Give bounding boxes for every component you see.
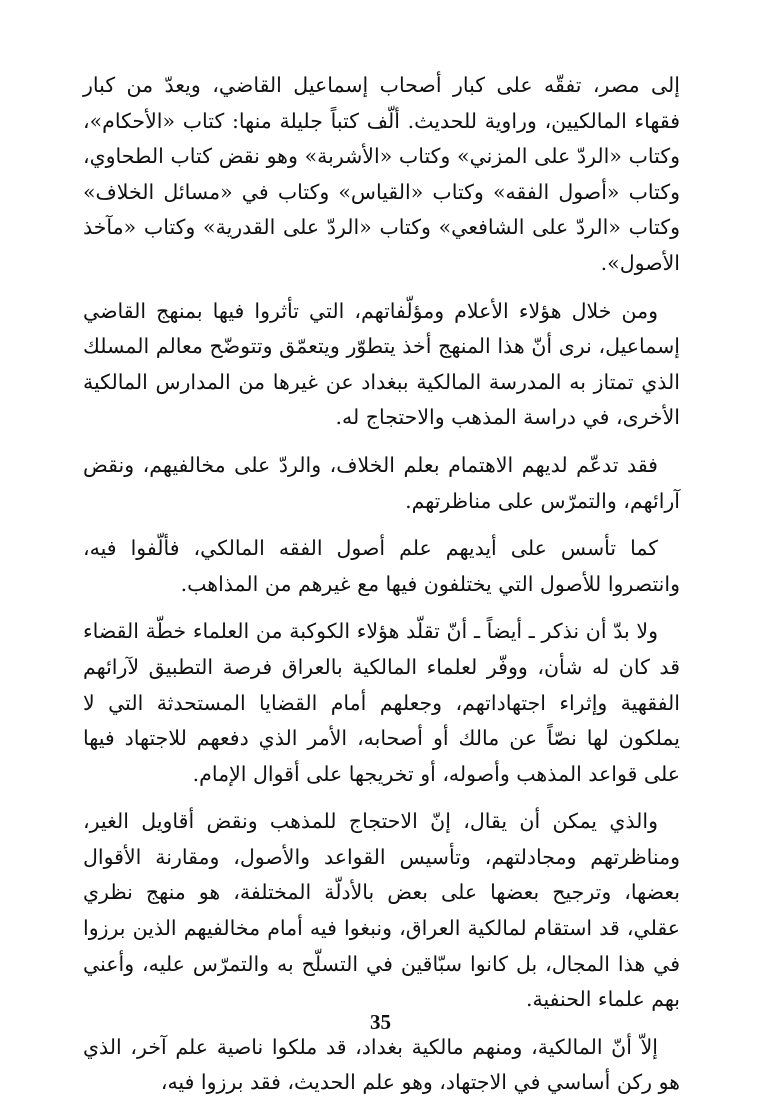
body-text <box>83 68 680 1113</box>
paragraph-4: كما تأسس على أيديهم علم أصول الفقه المالكي، فألّفوا فيه، وانتصروا للأصول التي يختلفون فيها مع غيرهم من المذاهب. <box>83 536 680 596</box>
paragraph-5: ولا بدّ أن نذكر ـ أيضاً ـ أنّ تقلّد هؤلاء الكوكبة من العلماء خطّة القضاء قد كان له شأن، ووفّر لعلماء المالكية بالعراق فرصة التطبيق لآرائهم الفقهية وإثراء اجتهاداتهم، وجعلهم أمام القضايا المستحدثة التي لا يملكون لها نصّاً عن مالك أو أصحابه، الأمر الذي دفعهم للاجتهاد فيها على قواعد المذهب وأصوله، أو تخريجها على أقوال الإمام. <box>83 619 680 786</box>
paragraph-3: فقد تدعّم لديهم الاهتمام بعلم الخلاف، والردّ على مخالفيهم، ونقض آرائهم، والتمرّس على مناظرتهم. <box>83 452 680 513</box>
paragraph-6: والذي يمكن أن يقال، إنّ الاحتجاج للمذهب ونقض أقاويل الغير، ومناظرتهم ومجادلتهم، وتأسيس القواعد والأصول، ومقارنة الأقوال بعضها، وترجيح بعضها على بعض بالأدلّة المختلفة، هو منهج نظري عقلي، قد استقام لمالكية العراق، ونبغوا فيه أمام مخالفيهم الذين برزوا في هذا المجال، بل كانوا سبّاقين في التسلّح به والتمرّس عليه، وأعني بهم علماء الحنفية. <box>83 809 680 1012</box>
paragraph-7: إلاّ أنّ المالكية، ومنهم مالكية بغداد، قد ملكوا ناصية علم آخر، الذي هو ركن أساسي في الاجتهاد، وهو علم الحديث، فقد برزوا فيه، <box>83 1034 680 1095</box>
paragraph-1: إلى مصر، تفقّه على كبار أصحاب إسماعيل القاضي، ويعدّ من كبار فقهاء المالكيين، وراوية للحديث. ألّف كتباً جليلة منها: كتاب «الأحكام»، وكتاب «الردّ على المزني» وكتاب «الأشربة» وهو نقض كتاب الطحاوي، وكتاب «أصول الفقه» وكتاب «القياس» وكتاب في «مسائل الخلاف» وكتاب «الردّ على الشافعي» وكتاب «الردّ على القدرية» وكتاب «مآخذ الأصول». <box>83 73 680 275</box>
page-number: 35 <box>370 1010 391 1034</box>
paragraph-2: ومن خلال هؤلاء الأعلام ومؤلّفاتهم، التي تأثروا فيها بمنهج القاضي إسماعيل، نرى أنّ هذا المنهج أخذ يتطوّر ويتعمّق وتتوضّح معالم المسلك الذي تمتاز به المدرسة المالكية ببغداد عن غيرها من المدارس المالكية الأخرى، في دراسة المذهب والاحتجاج له. <box>83 298 680 430</box>
